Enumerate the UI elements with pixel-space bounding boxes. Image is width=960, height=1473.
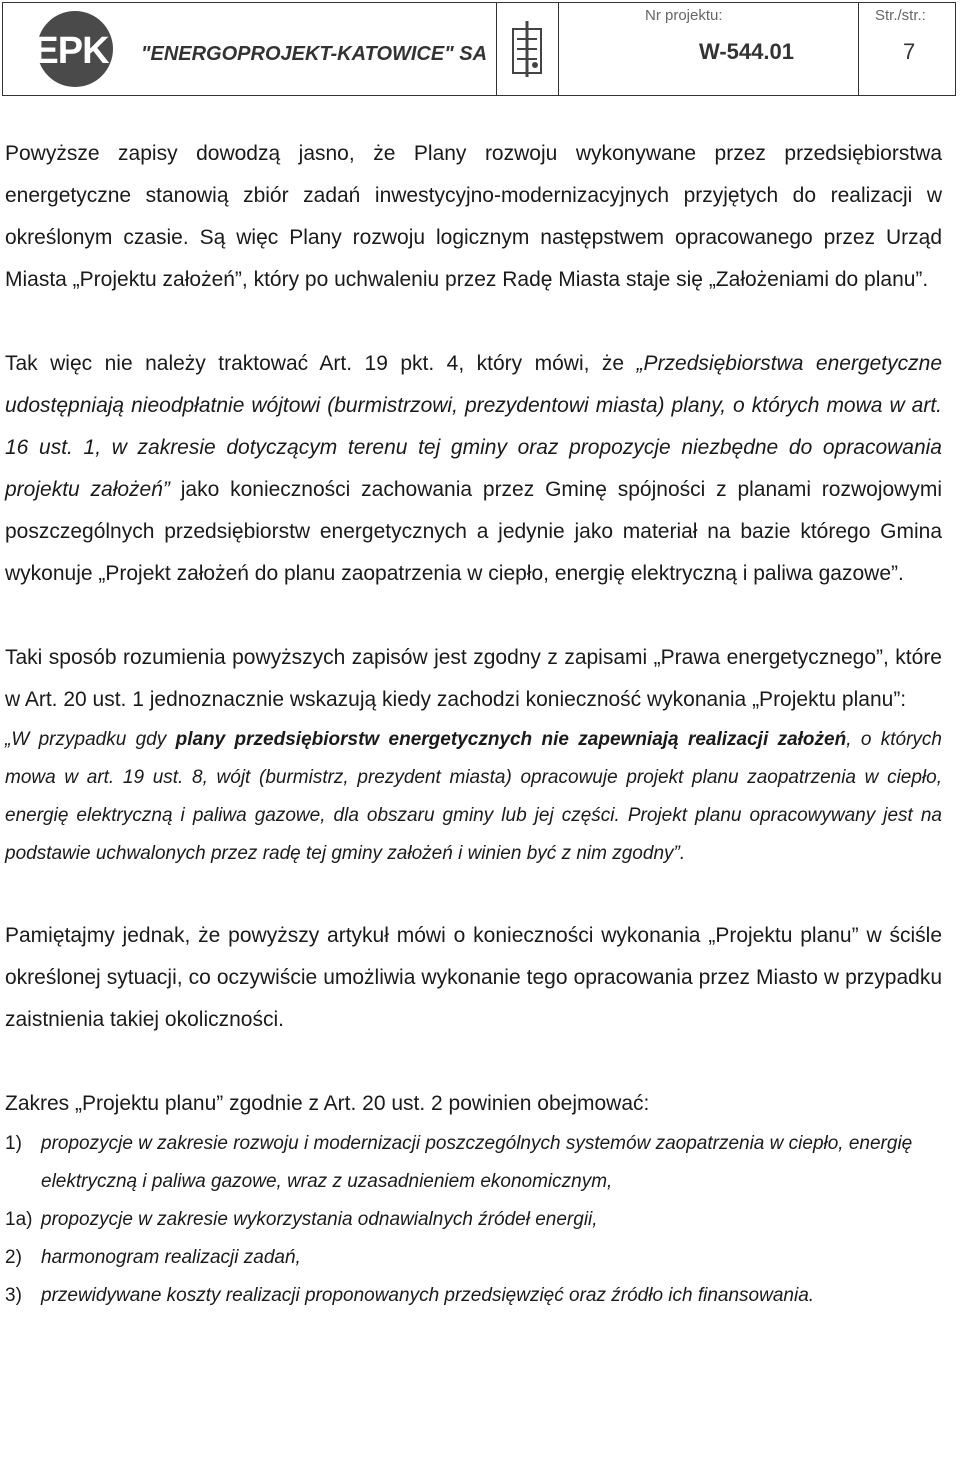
paragraph-4: Pamiętajmy jednak, że powyższy artykuł mówi o konieczności wykonania „Projektu planu” w ściśle określonej sytuacji, co oczywiście umożliwia wykonanie tego opracowania przez Miasto w przypadku zaistnienia takiej okoliczności. [5, 924, 942, 1031]
list-item [5, 1239, 942, 1277]
list-item-text: propozycje w zakresie rozwoju i modernizacji poszczególnych systemów zaopatrzenia w ciepło, energię elektryczną i paliwa gazowe, wraz z uzasadnieniem ekonomicznym, [41, 1133, 913, 1192]
law-quote [5, 721, 942, 873]
paragraph-2 [5, 343, 942, 595]
emblem-cell [497, 3, 559, 95]
paragraph-5: Zakres „Projektu planu” zgodnie z Art. 20 ust. 2 powinien obejmować: [5, 1092, 650, 1115]
list-item-text: propozycje w zakresie wykorzystania odnawialnych źródeł energii, [41, 1209, 598, 1230]
company-emblem-icon [509, 19, 545, 79]
list-item-number: 1a) [5, 1209, 33, 1230]
list-item-text: przewidywane koszty realizacji proponowanych przedsięwzięć oraz źródło ich finansowania. [41, 1285, 815, 1306]
document-body [5, 133, 942, 1315]
law-quote-start: „W przypadku gdy [5, 729, 176, 750]
paragraph-1: Powyższe zapisy dowodzą jasno, że Plany rozwoju wykonywane przez przedsiębiorstwa energetyczne stanowią zbiór zadań inwestycyjno-modernizacyjnych przyjętych do realizacji w określonym czasie. Są więc Plany rozwoju logicznym następstwem opracowanego przez Urząd Miasta „Projektu założeń”, który po uchwaleniu przez Radę Miasta staje się „Założeniami do planu”. [5, 142, 942, 291]
paragraph-3: Taki sposób rozumienia powyższych zapisów jest zgodny z zapisami „Prawa energetycznego”, które w Art. 20 ust. 1 jednoznacznie wskazują kiedy zachodzi konieczność wykonania „Projektu planu”: [5, 646, 942, 711]
page-cell [859, 3, 957, 95]
paragraph-2-citation: „Przedsiębiorstwa energetyczne udostępniają nieodpłatnie wójtowi (burmistrzowi, prezydentowi miasta) plany, o których mowa w art. 16 ust. 1, w zakresie dotyczącym terenu tej gminy oraz propozycje niezbędne do opracowania projektu założeń” [5, 352, 942, 501]
list-item [5, 1277, 942, 1315]
company-name: "ENERGOPROJEKT-KATOWICE" SA [141, 43, 488, 65]
page-label: Str./str.: [875, 7, 926, 24]
svg-text:EPK: EPK [33, 30, 109, 72]
project-label: Nr projektu: [645, 7, 723, 24]
list-item-text: harmonogram realizacji zadań, [41, 1247, 301, 1268]
paragraph-2-intro: Tak więc nie należy traktować Art. 19 pkt. 4, który mówi, że [5, 352, 637, 375]
law-quote-bold: plany przedsiębiorstw energetycznych nie zapewniają realizacji założeń [175, 729, 847, 750]
paragraph-2-rest: jako konieczności zachowania przez Gminę spójności z planami rozwojowymi poszczególnych przedsiębiorstw energetycznych a jedynie jako materiał na bazie którego Gmina wykonuje „Projekt założeń do planu zaopatrzenia w ciepło, energię elektryczną i paliwa gazowe”. [5, 478, 942, 585]
epk-logo [33, 9, 137, 89]
law-quote-rest: , o których mowa w art. 19 ust. 8, wójt (burmistrz, prezydent miasta) opracowuje projekt planu zaopatrzenia w ciepło, energię elektryczną i paliwa gazowe, dla obszaru gminy lub jej części. Projekt planu opracowywany jest na podstawie uchwalonych przez radę tej gminy założeń i winien być z nim zgodny”. [5, 729, 942, 864]
page-number: 7 [903, 39, 916, 64]
logo-cell [3, 3, 497, 95]
scope-list [5, 1125, 942, 1315]
project-number: W-544.01 [699, 39, 794, 64]
list-item-number: 1) [5, 1133, 22, 1154]
list-item [5, 1125, 942, 1201]
document-header [2, 2, 956, 96]
project-cell [559, 3, 859, 95]
list-item-number: 2) [5, 1247, 22, 1268]
list-item [5, 1201, 942, 1239]
list-item-number: 3) [5, 1285, 22, 1306]
